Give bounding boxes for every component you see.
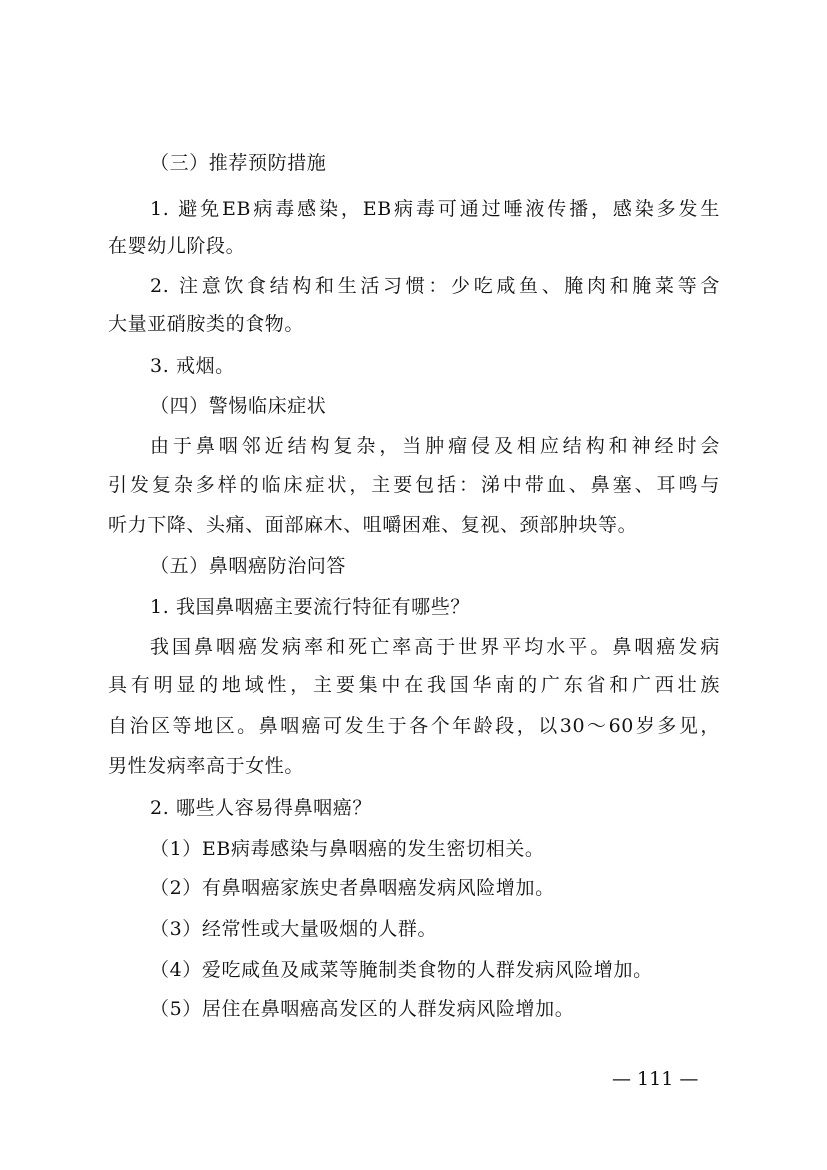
paragraph-line: 我国鼻咽癌发病率和死亡率高于世界平均水平。鼻咽癌发病 — [150, 636, 720, 658]
paragraph-line: 具有明显的地域性，主要集中在我国华南的广东省和广西壮族 — [108, 674, 720, 696]
list-item: （5）居住在鼻咽癌高发区的人群发病风险增加。 — [150, 998, 575, 1020]
paragraph-line: 由于鼻咽邻近结构复杂，当肿瘤侵及相应结构和神经时会 — [150, 435, 720, 457]
list-item: （4）爱吃咸鱼及咸菜等腌制类食物的人群发病风险增加。 — [150, 959, 653, 981]
question-heading: 1. 我国鼻咽癌主要流行特征有哪些？ — [150, 596, 470, 618]
paragraph-line: 在婴幼儿阶段。 — [108, 235, 246, 257]
list-item: （1）EB病毒感染与鼻咽癌的发生密切相关。 — [150, 838, 545, 860]
paragraph-line: 男性发病率高于女性。 — [108, 755, 305, 777]
question-heading: 2. 哪些人容易得鼻咽癌？ — [150, 797, 372, 819]
paragraph-line: 1. 避免EB病毒感染，EB病毒可通过唾液传播，感染多发生 — [150, 198, 720, 220]
list-item: （3）经常性或大量吸烟的人群。 — [150, 918, 438, 940]
paragraph-line: 自治区等地区。鼻咽癌可发生于各个年龄段，以30～60岁多见， — [108, 715, 720, 737]
page-number: — 111 — — [612, 1068, 699, 1090]
section-heading-prevention: （三）推荐预防措施 — [150, 152, 327, 174]
paragraph-line: 大量亚硝胺类的食物。 — [108, 313, 305, 335]
paragraph-line: 引发复杂多样的临床症状，主要包括：涕中带血、鼻塞、耳鸣与 — [108, 474, 720, 496]
section-heading-qa: （五）鼻咽癌防治问答 — [150, 555, 347, 577]
paragraph-line: 听力下降、头痛、面部麻木、咀嚼困难、复视、颈部肿块等。 — [108, 514, 638, 536]
section-heading-symptoms: （四）警惕临床症状 — [150, 395, 327, 417]
list-item: （2）有鼻咽癌家族史者鼻咽癌发病风险增加。 — [150, 877, 555, 899]
paragraph-line: 3. 戒烟。 — [150, 355, 235, 377]
paragraph-line: 2. 注意饮食结构和生活习惯：少吃咸鱼、腌肉和腌菜等含 — [150, 275, 720, 297]
